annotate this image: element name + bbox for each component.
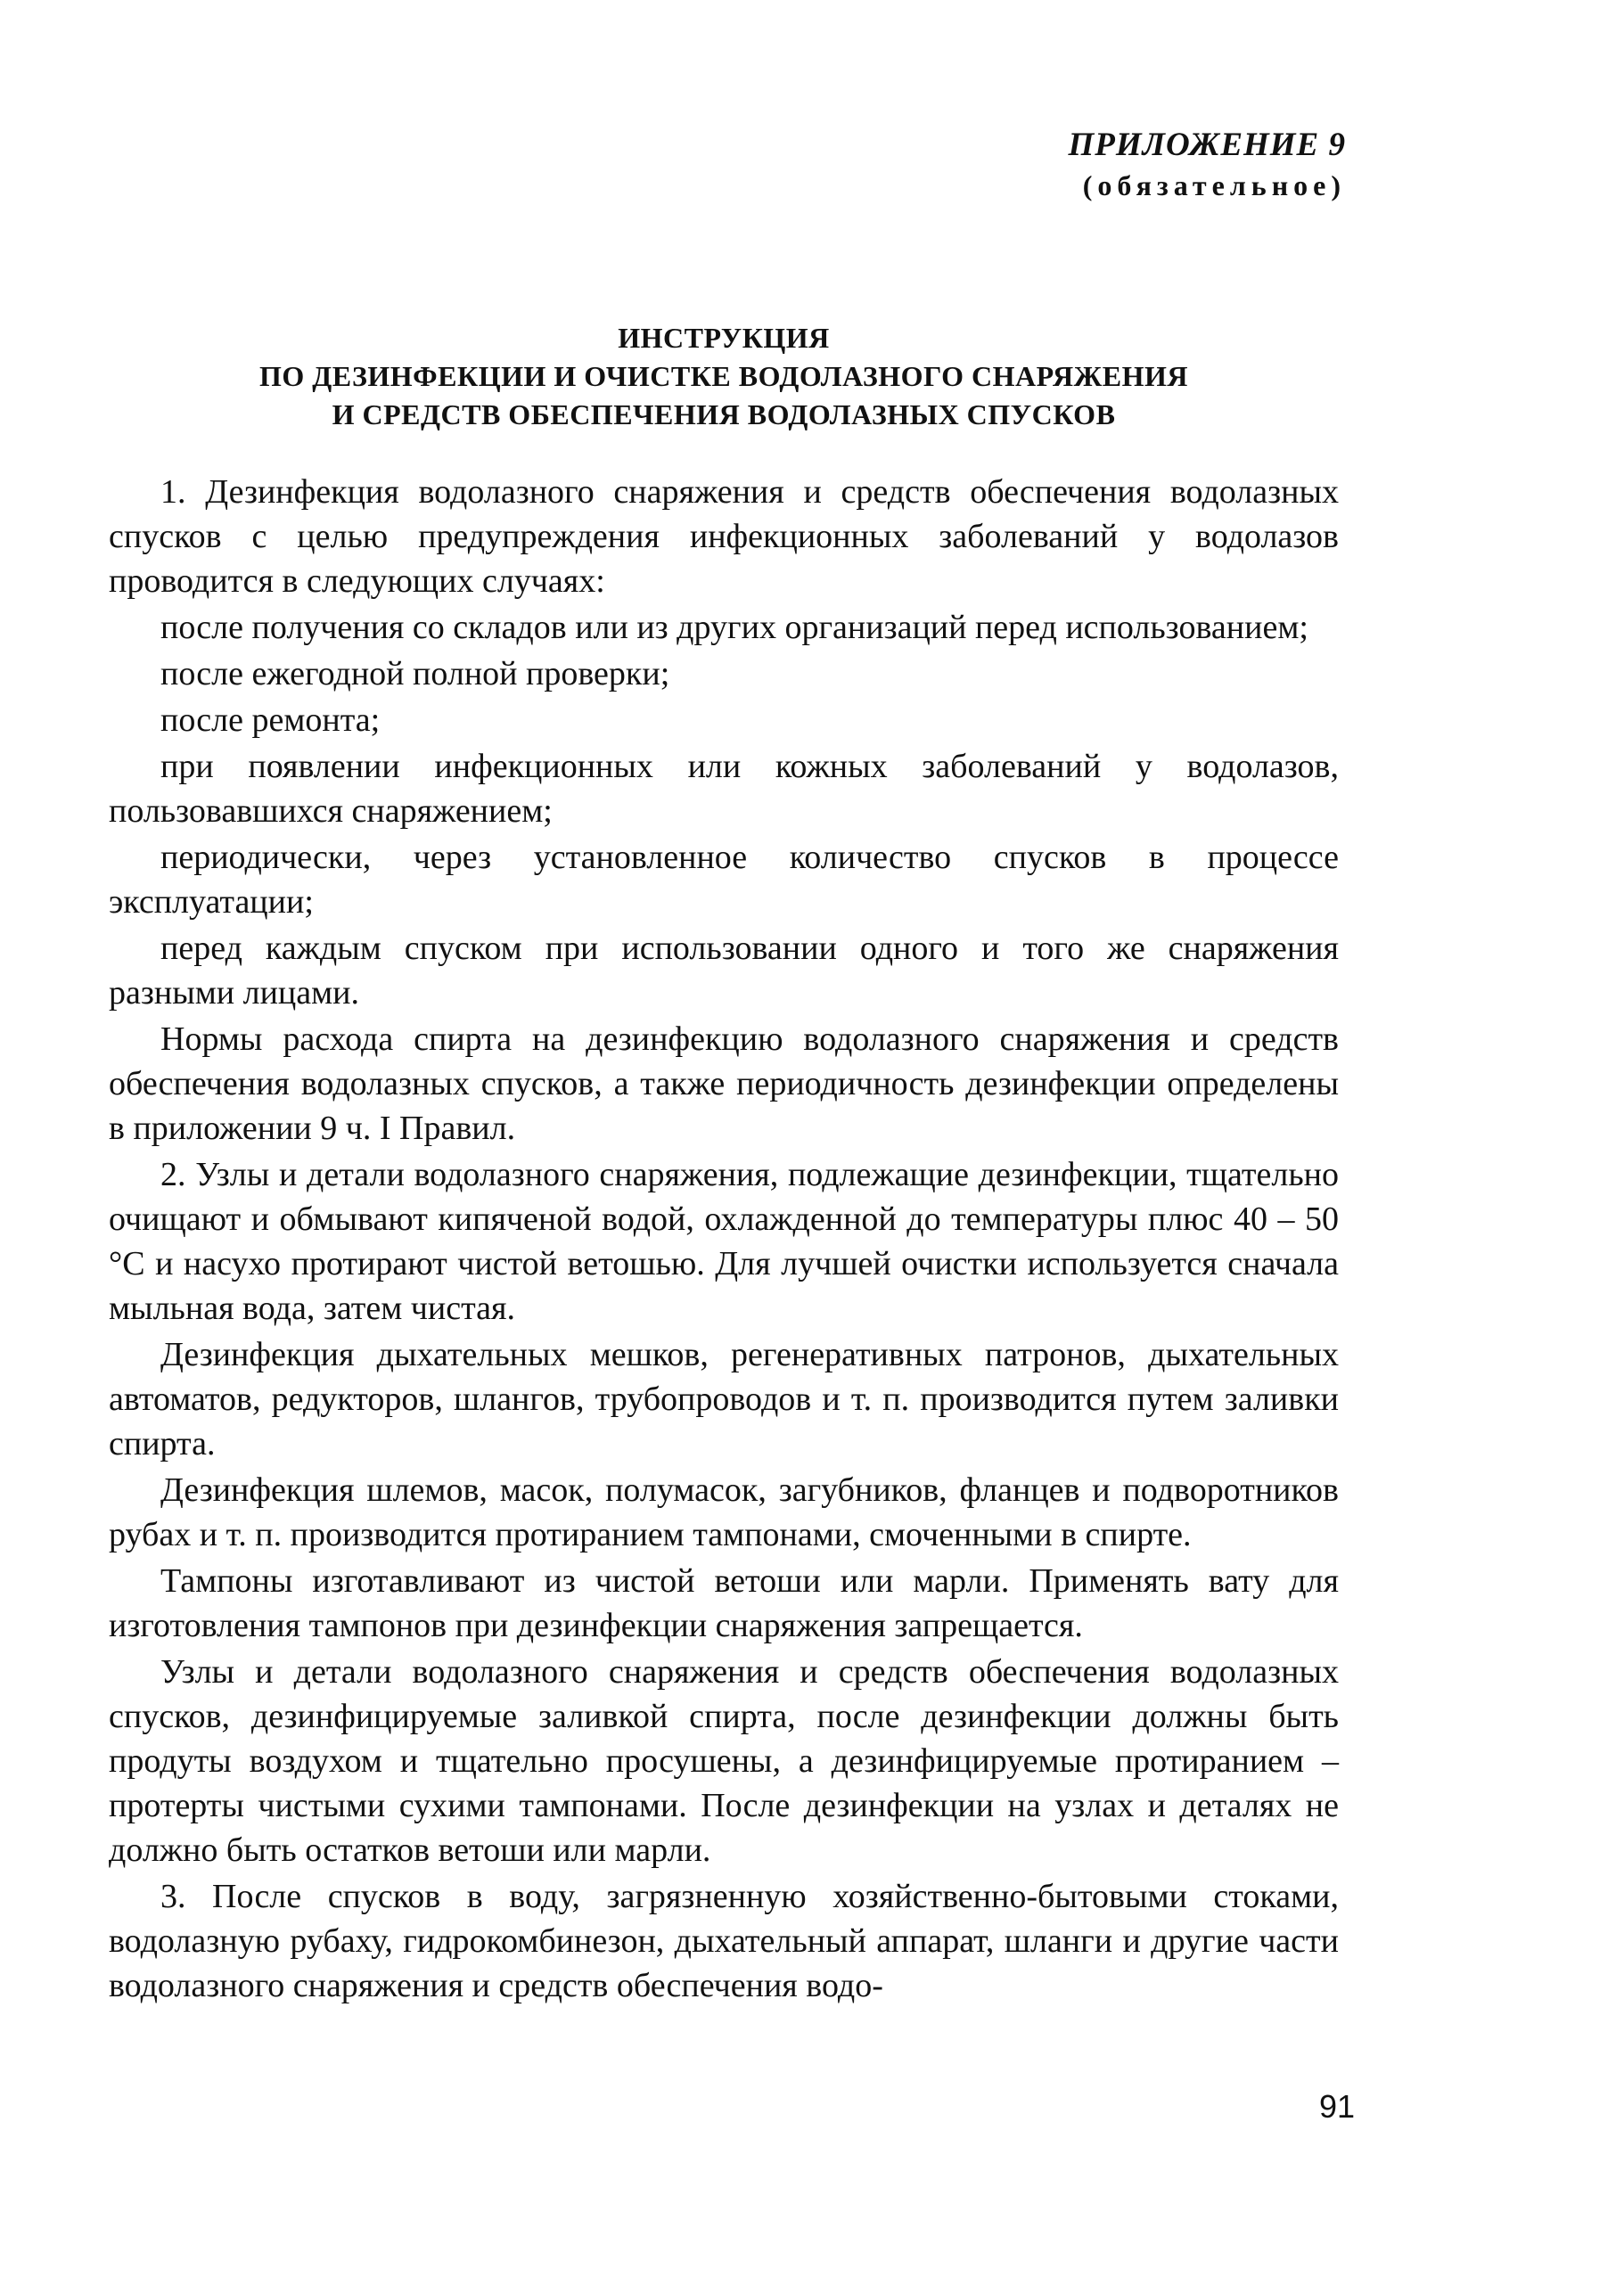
paragraph: Дезинфекция дыхательных мешков, регенеративных патронов, дыхательных автоматов, редукторов, шлангов, трубопроводов и т. п. производится путем заливки спирта.: [109, 1336, 1339, 1462]
paragraph: Дезинфекция шлемов, масок, полумасок, загубников, фланцев и подворотников рубах и т. п. производится протиранием тампонами, смоченными в спирте.: [109, 1471, 1339, 1553]
appendix-label: [109, 125, 1346, 205]
heading-line-2: ПО ДЕЗИНФЕКЦИИ И ОЧИСТКЕ ВОДОЛАЗНОГО СНАРЯЖЕНИЯ: [258, 360, 1189, 392]
appendix-title: ПРИЛОЖЕНИЕ 9: [1068, 127, 1346, 163]
paragraph: Нормы расхода спирта на дезинфекцию водолазного снаряжения и средств обеспечения водолазных спусков, а также периодичность дезинфекции определены в приложении 9 ч. I Правил.: [109, 1020, 1339, 1147]
paragraph: после ремонта;: [160, 701, 381, 739]
document-body: [109, 470, 1339, 2008]
paragraph: Узлы и детали водолазного снаряжения и средств обеспечения водолазных спусков, дезинфицируемые заливкой спирта, после дезинфекции должны быть продуты воздухом и тщательно просушены, а дезинфицируемые протиранием – протерты чистыми сухими тампонами. После дезинфекции на узлах и деталях не должно быть остатков ветоши или марли.: [109, 1653, 1339, 1869]
paragraph: 1. Дезинфекция водолазного снаряжения и средств обеспечения водолазных спусков с целью предупреждения инфекционных заболеваний у водолазов проводится в следующих случаях:: [109, 473, 1339, 600]
heading-line-1: ИНСТРУКЦИЯ: [618, 322, 830, 354]
paragraph: 3. После спусков в воду, загрязненную хозяйственно-бытовыми стоками, водолазную рубаху, гидрокомбинезон, дыхательный аппарат, шланги и другие части водолазного снаряжения и средств обеспечения водо-: [109, 1878, 1339, 2004]
paragraph: после получения со складов или из других организаций перед использованием;: [160, 609, 1308, 646]
appendix-note: (обязательное): [1082, 169, 1346, 201]
paragraph: перед каждым спуском при использовании одного и того же снаряжения разными лицами.: [109, 930, 1339, 1012]
paragraph: при появлении инфекционных или кожных заболеваний у водолазов, пользовавшихся снаряжением;: [109, 748, 1339, 830]
document-heading: [109, 319, 1339, 434]
paragraph: 2. Узлы и детали водолазного снаряжения, подлежащие дезинфекции, тщательно очищают и обмывают кипяченой водой, охлажденной до температуры плюс 40 – 50 °С и насухо протирают чистой ветошью. Для лучшей очистки используется сначала мыльная вода, затем чистая.: [109, 1156, 1339, 1327]
paragraph: после ежегодной полной проверки;: [160, 655, 670, 692]
paragraph: периодически, через установленное количество спусков в процессе эксплуатации;: [109, 839, 1339, 921]
page-number: 91: [1318, 2088, 1355, 2125]
heading-line-3: И СРЕДСТВ ОБЕСПЕЧЕНИЯ ВОДОЛАЗНЫХ СПУСКОВ: [332, 398, 1116, 430]
paragraph: Тампоны изготавливают из чистой ветоши или марли. Применять вату для изготовления тампонов при дезинфекции снаряжения запрещается.: [109, 1562, 1339, 1644]
document-page: [109, 125, 1346, 2010]
